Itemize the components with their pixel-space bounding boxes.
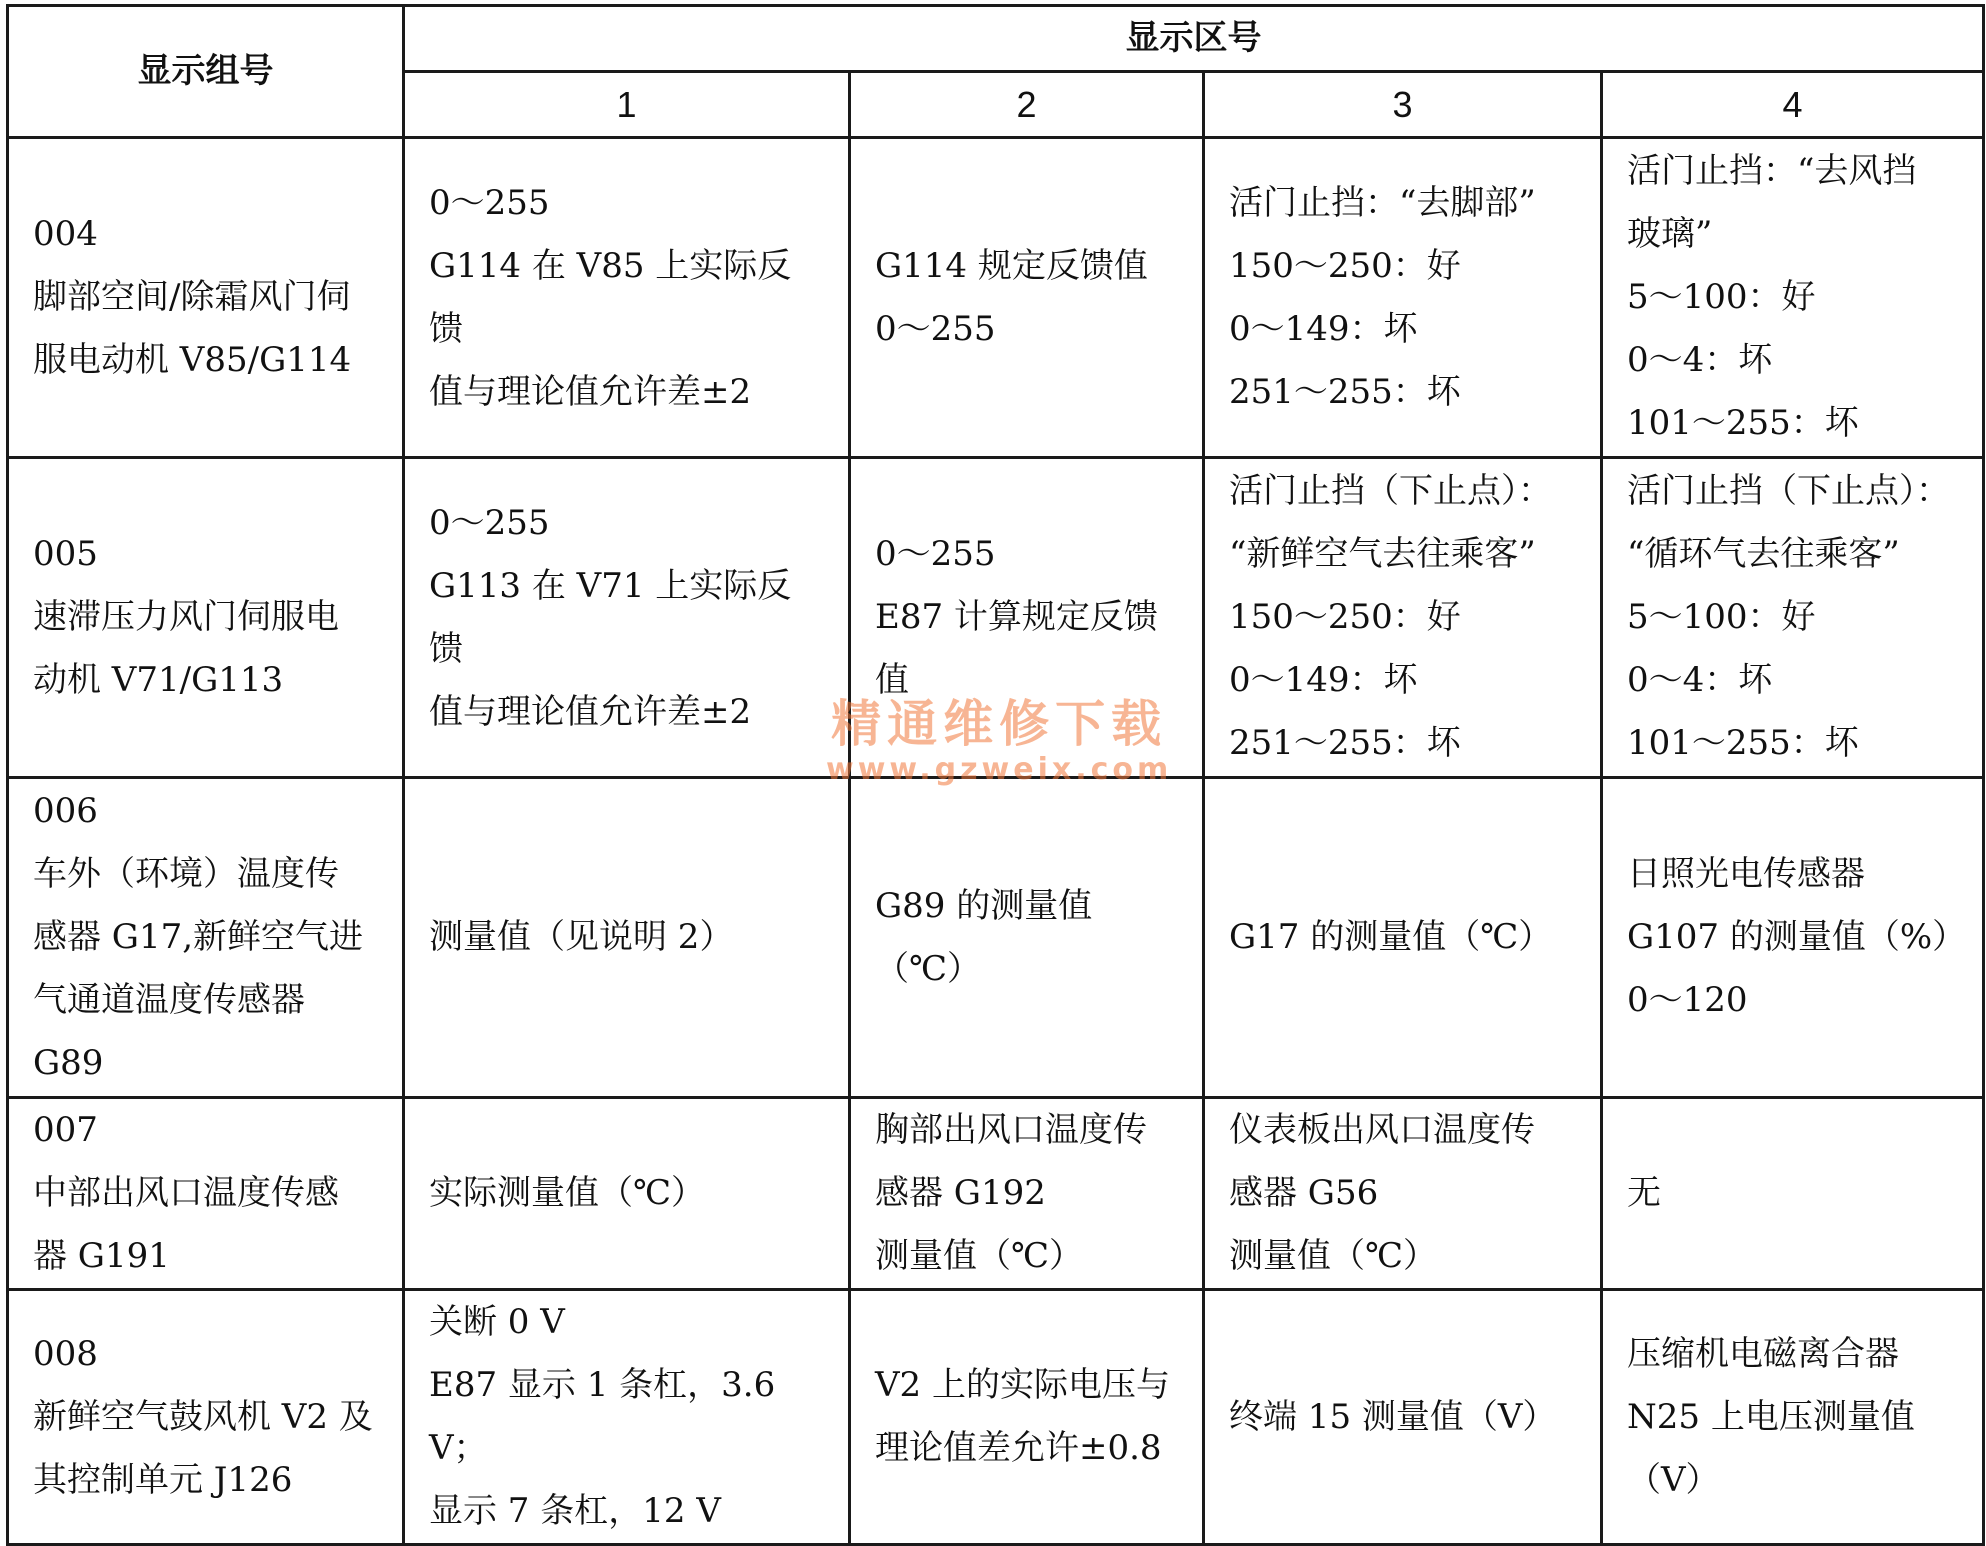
cell-line: 值与理论值允许差±2 (429, 691, 752, 732)
cell-line: 实际测量值（℃） (429, 1173, 706, 1213)
group-line: 其控制单元 J126 (33, 1459, 293, 1500)
cell-line: “循环气去往乘客” (1627, 534, 1900, 574)
zone-4-cell (1602, 458, 1984, 778)
cell-line: 活门止挡：“去风挡 (1627, 151, 1917, 191)
cell-line: 150～250：好 (1229, 597, 1461, 637)
zone-3-cell (1204, 778, 1602, 1098)
cell-line: “新鲜空气去往乘客” (1229, 534, 1536, 574)
watermark-url: www.gzweix.com (826, 752, 1173, 787)
display-group-table (6, 4, 1985, 1546)
zone-1-cell (404, 778, 850, 1098)
cell-line: 理论值差允许±0.8 (875, 1428, 1162, 1468)
zone-3-cell (1204, 138, 1602, 458)
cell-line: 0～4：坏 (1627, 660, 1773, 700)
group-line: 007 (33, 1110, 98, 1150)
cell-line: G113 在 V71 上实际反馈 (429, 565, 792, 669)
cell-line: 0～120 (1627, 980, 1748, 1020)
table-row (8, 1290, 1984, 1545)
group-line: 感器 G17,新鲜空气进 (33, 917, 364, 957)
group-line: 005 (33, 534, 98, 574)
cell-line: 活门止挡（下止点）： (1229, 471, 1552, 511)
cell-line: （V） (1627, 1459, 1720, 1500)
zone-3-cell (1204, 458, 1602, 778)
cell-line: 感器 G192 (875, 1173, 1046, 1213)
cell-line: E87 计算规定反馈 (875, 597, 1158, 637)
table-row (8, 138, 1984, 458)
cell-line: 测量值（℃） (875, 1236, 1084, 1276)
group-line: 车外（环境）温度传 (33, 854, 339, 894)
group-cell (8, 1098, 404, 1290)
zone-2-cell (850, 1098, 1204, 1290)
zone-4-cell (1602, 1098, 1984, 1290)
cell-line: 玻璃” (1627, 214, 1713, 254)
zone-4-cell (1602, 778, 1984, 1098)
cell-line: 值与理论值允许差±2 (429, 371, 752, 412)
cell-line: 251～255：坏 (1229, 723, 1461, 763)
group-line: G89 (33, 1043, 104, 1083)
group-line: 脚部空间/除霜风门伺 (33, 277, 351, 317)
group-cell (8, 1290, 404, 1545)
cell-line: G89 的测量值（℃） (875, 885, 1093, 989)
cell-line: 150～250：好 (1229, 245, 1461, 286)
group-line: 动机 V71/G113 (33, 660, 284, 700)
data-table-container (6, 4, 1982, 1531)
table-row (8, 458, 1984, 778)
cell-line: 显示 7 条杠，12 V (429, 1491, 721, 1531)
zone-1-cell (404, 1290, 850, 1545)
cell-line: 无 (1627, 1173, 1661, 1213)
zone-3-cell (1204, 1098, 1602, 1290)
zone-2-cell (850, 138, 1204, 458)
cell-line: 感器 G56 (1229, 1173, 1379, 1213)
cell-line: 测量值（见说明 2） (429, 917, 734, 957)
cell-line: 101～255：坏 (1627, 723, 1859, 763)
cell-line: 0～4：坏 (1627, 340, 1773, 380)
group-line: 速滞压力风门伺服电 (33, 597, 339, 637)
header-zone-4: 4 (1602, 72, 1984, 138)
cell-line: 0～149：坏 (1229, 660, 1418, 700)
group-line: 新鲜空气鼓风机 V2 及 (33, 1396, 373, 1437)
zone-2-cell (850, 1290, 1204, 1545)
cell-line: 值 (875, 660, 909, 700)
zone-4-cell (1602, 1290, 1984, 1545)
cell-line: 5～100：好 (1627, 277, 1816, 317)
cell-line: E87 显示 1 条杠，3.6 V； (429, 1365, 776, 1468)
cell-line: 活门止挡：“去脚部” (1229, 182, 1536, 223)
cell-line: 0～255 (429, 182, 550, 223)
table-body (8, 138, 1984, 1545)
header-zone-2: 2 (850, 72, 1204, 138)
cell-line: G114 规定反馈值 (875, 245, 1148, 286)
cell-line: 压缩机电磁离合器 (1627, 1333, 1899, 1374)
table-row (8, 1098, 1984, 1290)
group-cell (8, 138, 404, 458)
cell-line: G17 的测量值（℃） (1229, 917, 1553, 957)
group-cell (8, 458, 404, 778)
cell-line: 0～149：坏 (1229, 308, 1418, 349)
cell-line: 测量值（℃） (1229, 1236, 1438, 1276)
cell-line: 活门止挡（下止点）： (1627, 471, 1950, 511)
zone-3-cell (1204, 1290, 1602, 1545)
group-line: 中部出风口温度传感 (33, 1173, 339, 1213)
watermark-text: 精通维修下载 (831, 695, 1168, 753)
cell-line: 5～100：好 (1627, 597, 1816, 637)
zone-1-cell (404, 138, 850, 458)
cell-line: 0～255 (875, 308, 996, 349)
header-zone-1: 1 (404, 72, 850, 138)
cell-line: 0～255 (875, 534, 996, 574)
cell-line: 0～255 (429, 502, 550, 543)
group-line: 008 (33, 1333, 98, 1374)
zone-1-cell (404, 458, 850, 778)
cell-line: 251～255：坏 (1229, 371, 1461, 412)
cell-line: 胸部出风口温度传 (875, 1110, 1147, 1150)
cell-line: 关断 0 V (429, 1302, 565, 1342)
header-display-zone: 显示区号 (404, 6, 1984, 72)
cell-line: G114 在 V85 上实际反馈 (429, 245, 792, 349)
group-line: 006 (33, 791, 98, 831)
header-display-group: 显示组号 (8, 6, 404, 138)
zone-4-cell (1602, 138, 1984, 458)
group-line: 气通道温度传感器 (33, 980, 305, 1020)
cell-line: V2 上的实际电压与 (875, 1365, 1170, 1405)
zone-1-cell (404, 1098, 850, 1290)
cell-line: 日照光电传感器 (1627, 854, 1865, 894)
cell-line: 终端 15 测量值（V） (1229, 1396, 1557, 1437)
zone-2-cell (850, 778, 1204, 1098)
group-cell (8, 778, 404, 1098)
cell-line: G107 的测量值（%） (1627, 917, 1967, 957)
cell-line: 仪表板出风口温度传 (1229, 1110, 1535, 1150)
cell-line: N25 上电压测量值 (1627, 1396, 1915, 1437)
group-line: 004 (33, 214, 98, 254)
cell-line: 101～255：坏 (1627, 403, 1859, 443)
zone-2-cell (850, 458, 1204, 778)
group-line: 器 G191 (33, 1236, 170, 1276)
group-line: 服电动机 V85/G114 (33, 340, 352, 380)
table-row (8, 778, 1984, 1098)
header-zone-3: 3 (1204, 72, 1602, 138)
